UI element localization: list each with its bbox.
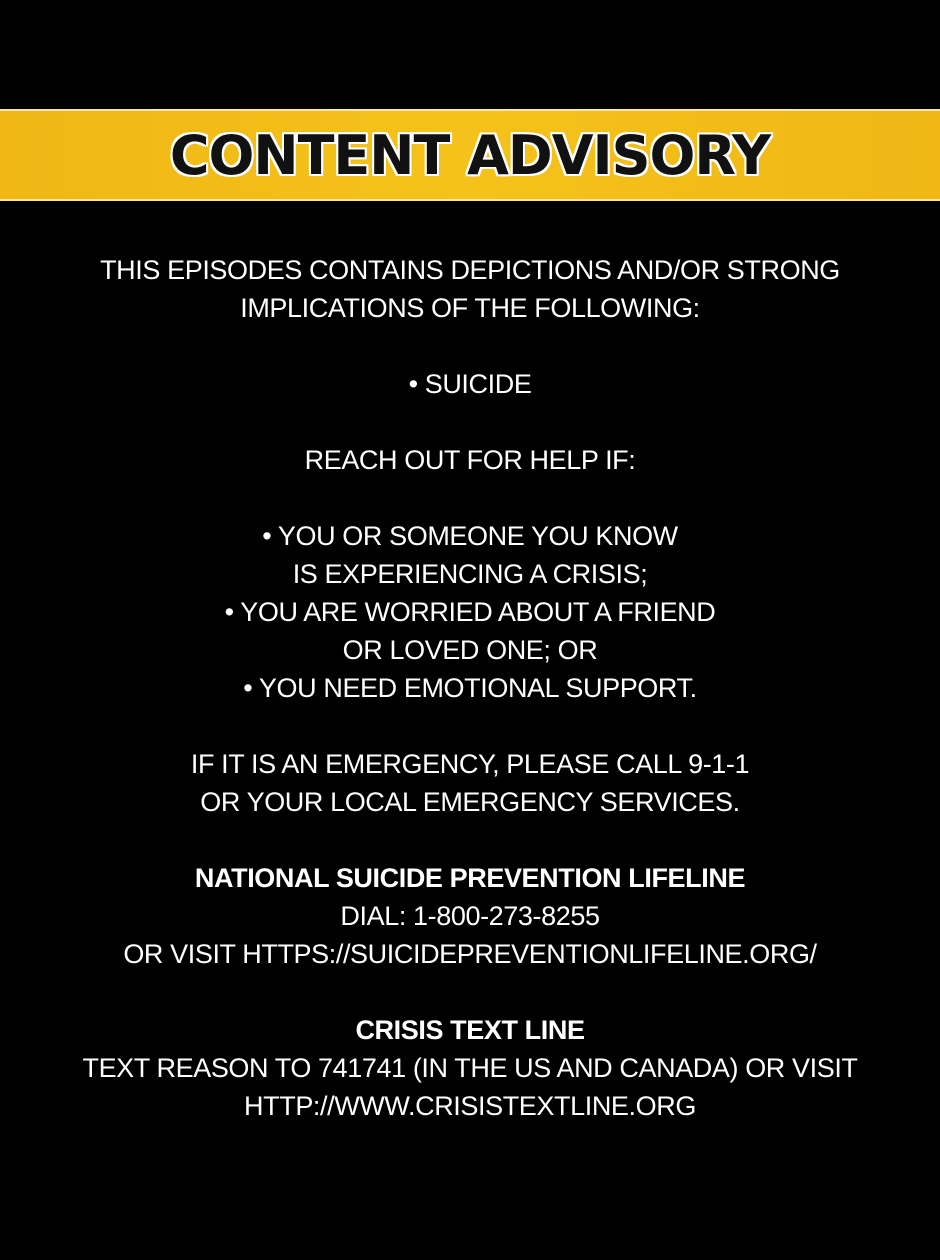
help-line: • YOU NEED EMOTIONAL SUPPORT. bbox=[243, 673, 697, 703]
text-line-title: CRISIS TEXT LINE bbox=[355, 1015, 585, 1045]
intro-line-2: IMPLICATIONS OF THE FOLLOWING: bbox=[240, 293, 700, 323]
help-line: • YOU ARE WORRIED ABOUT A FRIEND bbox=[224, 597, 716, 627]
spacer bbox=[0, 707, 940, 745]
lifeline-title: NATIONAL SUICIDE PREVENTION LIFELINE bbox=[194, 863, 746, 893]
spacer bbox=[0, 821, 940, 859]
spacer bbox=[0, 403, 940, 441]
lifeline-visit: OR VISIT HTTPS://SUICIDEPREVENTIONLIFELINE.ORG/ bbox=[123, 939, 817, 969]
text-line-1: TEXT REASON TO 741741 (IN THE US AND CANADA) OR VISIT bbox=[82, 1053, 858, 1083]
help-line: OR LOVED ONE; OR bbox=[342, 635, 598, 665]
spacer bbox=[0, 973, 940, 1011]
spacer bbox=[0, 327, 940, 365]
spacer bbox=[0, 479, 940, 517]
help-heading: REACH OUT FOR HELP IF: bbox=[304, 445, 636, 475]
emergency-line-1: IF IT IS AN EMERGENCY, PLEASE CALL 9-1-1 bbox=[190, 749, 750, 779]
intro-line-1: THIS EPISODES CONTAINS DEPICTIONS AND/OR STRONG bbox=[100, 255, 840, 285]
banner-title: CONTENT ADVISORY bbox=[169, 123, 771, 187]
advisory-banner bbox=[0, 109, 940, 201]
help-line: IS EXPERIENCING A CRISIS; bbox=[292, 559, 648, 589]
help-line: • YOU OR SOMEONE YOU KNOW bbox=[262, 521, 678, 551]
text-line-2: HTTP://WWW.CRISISTEXTLINE.ORG bbox=[244, 1091, 696, 1121]
emergency-line-2: OR YOUR LOCAL EMERGENCY SERVICES. bbox=[200, 787, 740, 817]
lifeline-dial: DIAL: 1-800-273-8255 bbox=[340, 901, 600, 931]
advisory-content bbox=[0, 251, 940, 1125]
topic-item: • SUICIDE bbox=[408, 369, 532, 399]
